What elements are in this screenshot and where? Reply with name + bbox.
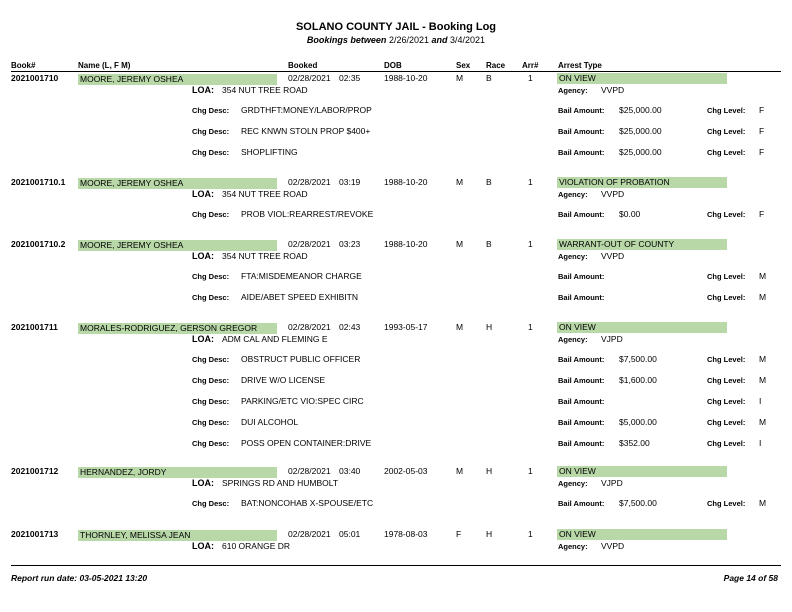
- agency-value: VVPD: [601, 541, 625, 551]
- charge-description: POSS OPEN CONTAINER:DRIVE: [241, 438, 372, 448]
- col-header-booked: Booked: [288, 61, 318, 70]
- chg-desc-label: Chg Desc:: [192, 210, 230, 219]
- booked-time: 03:23: [339, 239, 361, 249]
- charge-description: BAT:NONCOHAB X-SPOUSE/ETC: [241, 498, 374, 508]
- footer-rule: [11, 565, 781, 566]
- booked-time: 03:19: [339, 177, 361, 187]
- race: H: [486, 529, 493, 539]
- subtitle-and: and: [431, 35, 448, 45]
- chg-desc-label: Chg Desc:: [192, 418, 230, 427]
- bail-amount-label: Bail Amount:: [558, 355, 605, 364]
- loa-label: LOA:: [192, 334, 214, 344]
- date-from: 2/26/2021: [388, 35, 429, 45]
- sex: F: [456, 529, 462, 539]
- charge-level: M: [759, 498, 767, 508]
- agency-value: VJPD: [601, 478, 623, 488]
- charge-description: DRIVE W/O LICENSE: [241, 375, 326, 385]
- sex: M: [456, 177, 464, 187]
- charge-level: F: [759, 105, 765, 115]
- charge-description: AIDE/ABET SPEED EXHIBITN: [241, 292, 358, 302]
- arrest-type: ON VIEW: [559, 73, 596, 83]
- loa-label: LOA:: [192, 541, 214, 551]
- dob: 1993-05-17: [384, 322, 428, 332]
- chg-level-label: Chg Level:: [707, 499, 746, 508]
- chg-desc-label: Chg Desc:: [192, 439, 230, 448]
- col-header-name: Name (L, F M): [78, 61, 131, 70]
- booked-time: 02:35: [339, 73, 361, 83]
- charge-description: PROB VIOL:REARREST/REVOKE: [241, 209, 374, 219]
- charge-level: M: [759, 375, 767, 385]
- bail-amount: $352.00: [619, 438, 650, 448]
- report-run-date: Report run date: 03-05-2021 13:20: [11, 573, 148, 583]
- loa-label: LOA:: [192, 251, 214, 261]
- col-header-book: Book#: [11, 61, 36, 70]
- chg-level-label: Chg Level:: [707, 355, 746, 364]
- arrest-number: 1: [528, 73, 533, 83]
- charge-description: SHOPLIFTING: [241, 147, 298, 157]
- bail-amount: $5,000.00: [619, 417, 657, 427]
- loa-value: SPRINGS RD AND HUMBOLT: [222, 478, 339, 488]
- booked-date: 02/28/2021: [288, 466, 331, 476]
- booked-time: 03:40: [339, 466, 361, 476]
- agency-label: Agency:: [558, 335, 588, 344]
- charge-level: I: [759, 438, 762, 448]
- loa-label: LOA:: [192, 189, 214, 199]
- agency-value: VJPD: [601, 334, 623, 344]
- dob: 1988-10-20: [384, 73, 428, 83]
- bail-amount-label: Bail Amount:: [558, 376, 605, 385]
- arrest-number: 1: [528, 529, 533, 539]
- bail-amount: $25,000.00: [619, 147, 662, 157]
- booked-date: 02/28/2021: [288, 177, 331, 187]
- bail-amount-label: Bail Amount:: [558, 397, 605, 406]
- booked-date: 02/28/2021: [288, 529, 331, 539]
- inmate-name: MOORE, JEREMY OSHEA: [80, 74, 184, 84]
- charge-level: M: [759, 354, 767, 364]
- book-number: 2021001711: [11, 322, 58, 332]
- charge-level: M: [759, 417, 767, 427]
- chg-level-label: Chg Level:: [707, 397, 746, 406]
- dob: 2002-05-03: [384, 466, 428, 476]
- chg-desc-label: Chg Desc:: [192, 293, 230, 302]
- dob: 1988-10-20: [384, 239, 428, 249]
- bail-amount: $25,000.00: [619, 105, 662, 115]
- arrest-type: ON VIEW: [559, 466, 596, 476]
- chg-desc-label: Chg Desc:: [192, 148, 230, 157]
- report-subtitle: [0, 35, 792, 45]
- booked-date: 02/28/2021: [288, 322, 331, 332]
- bail-amount-label: Bail Amount:: [558, 148, 605, 157]
- arrest-number: 1: [528, 177, 533, 187]
- arrest-number: 1: [528, 239, 533, 249]
- chg-level-label: Chg Level:: [707, 106, 746, 115]
- sex: M: [456, 466, 464, 476]
- chg-level-label: Chg Level:: [707, 418, 746, 427]
- chg-desc-label: Chg Desc:: [192, 376, 230, 385]
- race: B: [486, 239, 492, 249]
- chg-desc-label: Chg Desc:: [192, 499, 230, 508]
- chg-level-label: Chg Level:: [707, 272, 746, 281]
- arrest-type: WARRANT-OUT OF COUNTY: [559, 239, 675, 249]
- booked-time: 02:43: [339, 322, 361, 332]
- chg-level-label: Chg Level:: [707, 439, 746, 448]
- charge-description: FTA:MISDEMEANOR CHARGE: [241, 271, 362, 281]
- page-number: Page 14 of 58: [723, 573, 778, 583]
- inmate-name: HERNANDEZ, JORDY: [80, 467, 167, 477]
- loa-label: LOA:: [192, 478, 214, 488]
- loa-value: 354 NUT TREE ROAD: [222, 189, 308, 199]
- bail-amount: $0.00: [619, 209, 641, 219]
- agency-value: VVPD: [601, 189, 625, 199]
- bail-amount-label: Bail Amount:: [558, 499, 605, 508]
- chg-desc-label: Chg Desc:: [192, 355, 230, 364]
- bail-amount: $7,500.00: [619, 354, 657, 364]
- sex: M: [456, 73, 464, 83]
- charge-description: REC KNWN STOLN PROP $400+: [241, 126, 371, 136]
- col-header-dob: DOB: [384, 61, 402, 70]
- loa-value: 610 ORANGE DR: [222, 541, 291, 551]
- bail-amount-label: Bail Amount:: [558, 272, 605, 281]
- col-header-arr: Arr#: [522, 61, 539, 70]
- arrest-number: 1: [528, 466, 533, 476]
- chg-level-label: Chg Level:: [707, 376, 746, 385]
- booked-time: 05:01: [339, 529, 361, 539]
- agency-label: Agency:: [558, 190, 588, 199]
- arrest-type: ON VIEW: [559, 529, 596, 539]
- chg-desc-label: Chg Desc:: [192, 106, 230, 115]
- race: B: [486, 73, 492, 83]
- col-header-race: Race: [486, 61, 506, 70]
- dob: 1978-08-03: [384, 529, 428, 539]
- header-rule: [11, 71, 781, 72]
- bail-amount: $7,500.00: [619, 498, 657, 508]
- agency-label: Agency:: [558, 86, 588, 95]
- charge-level: I: [759, 396, 762, 406]
- booking-entry: [0, 529, 792, 551]
- bail-amount-label: Bail Amount:: [558, 439, 605, 448]
- loa-label: LOA:: [192, 85, 214, 95]
- chg-level-label: Chg Level:: [707, 148, 746, 157]
- booking-entry: [0, 466, 792, 508]
- chg-desc-label: Chg Desc:: [192, 272, 230, 281]
- chg-level-label: Chg Level:: [707, 127, 746, 136]
- charge-level: F: [759, 147, 765, 157]
- charge-level: F: [759, 209, 765, 219]
- agency-value: VVPD: [601, 85, 625, 95]
- chg-level-label: Chg Level:: [707, 293, 746, 302]
- chg-desc-label: Chg Desc:: [192, 397, 230, 406]
- col-header-sex: Sex: [456, 61, 471, 70]
- race: H: [486, 322, 493, 332]
- book-number: 2021001710.1: [11, 177, 66, 187]
- subtitle-prefix: Bookings between: [306, 35, 387, 45]
- booking-entry: [0, 322, 792, 448]
- charge-description: OBSTRUCT PUBLIC OFFICER: [241, 354, 361, 364]
- booked-date: 02/28/2021: [288, 239, 331, 249]
- bail-amount-label: Bail Amount:: [558, 106, 605, 115]
- book-number: 2021001710.2: [11, 239, 66, 249]
- inmate-name: MOORE, JEREMY OSHEA: [80, 240, 184, 250]
- book-number: 2021001710: [11, 73, 59, 83]
- date-to: 3/4/2021: [450, 35, 486, 45]
- charge-level: F: [759, 126, 765, 136]
- inmate-name: THORNLEY, MELISSA JEAN: [80, 530, 191, 540]
- agency-label: Agency:: [558, 542, 588, 551]
- charge-level: M: [759, 292, 767, 302]
- book-number: 2021001712: [11, 466, 59, 476]
- loa-value: ADM CAL AND FLEMING E: [222, 334, 328, 344]
- loa-value: 354 NUT TREE ROAD: [222, 251, 308, 261]
- sex: M: [456, 322, 464, 332]
- sex: M: [456, 239, 464, 249]
- booking-entry: [0, 73, 792, 157]
- arrest-number: 1: [528, 322, 533, 332]
- bail-amount: $1,600.00: [619, 375, 657, 385]
- race: B: [486, 177, 492, 187]
- charge-description: GRDTHFT:MONEY/LABOR/PROP: [241, 105, 372, 115]
- booking-entry: [0, 239, 792, 302]
- bail-amount: $25,000.00: [619, 126, 662, 136]
- bail-amount-label: Bail Amount:: [558, 418, 605, 427]
- chg-level-label: Chg Level:: [707, 210, 746, 219]
- booked-date: 02/28/2021: [288, 73, 331, 83]
- arrest-type: ON VIEW: [559, 322, 596, 332]
- charge-description: PARKING/ETC VIO:SPEC CIRC: [241, 396, 364, 406]
- inmate-name: MORALES-RODRIGUEZ, GERSON GREGOR: [80, 323, 258, 333]
- dob: 1988-10-20: [384, 177, 428, 187]
- arrest-type: VIOLATION OF PROBATION: [559, 177, 670, 187]
- bail-amount-label: Bail Amount:: [558, 210, 605, 219]
- report-title: SOLANO COUNTY JAIL - Booking Log: [295, 21, 497, 33]
- bail-amount-label: Bail Amount:: [558, 293, 605, 302]
- booking-entry: [0, 177, 792, 219]
- col-header-arrest-type: Arrest Type: [558, 61, 602, 70]
- race: H: [486, 466, 493, 476]
- loa-value: 354 NUT TREE ROAD: [222, 85, 308, 95]
- agency-label: Agency:: [558, 252, 588, 261]
- book-number: 2021001713: [11, 529, 59, 539]
- agency-value: VVPD: [601, 251, 625, 261]
- chg-desc-label: Chg Desc:: [192, 127, 230, 136]
- inmate-name: MOORE, JEREMY OSHEA: [80, 178, 184, 188]
- bail-amount-label: Bail Amount:: [558, 127, 605, 136]
- charge-level: M: [759, 271, 767, 281]
- charge-description: DUI ALCOHOL: [241, 417, 299, 427]
- agency-label: Agency:: [558, 479, 588, 488]
